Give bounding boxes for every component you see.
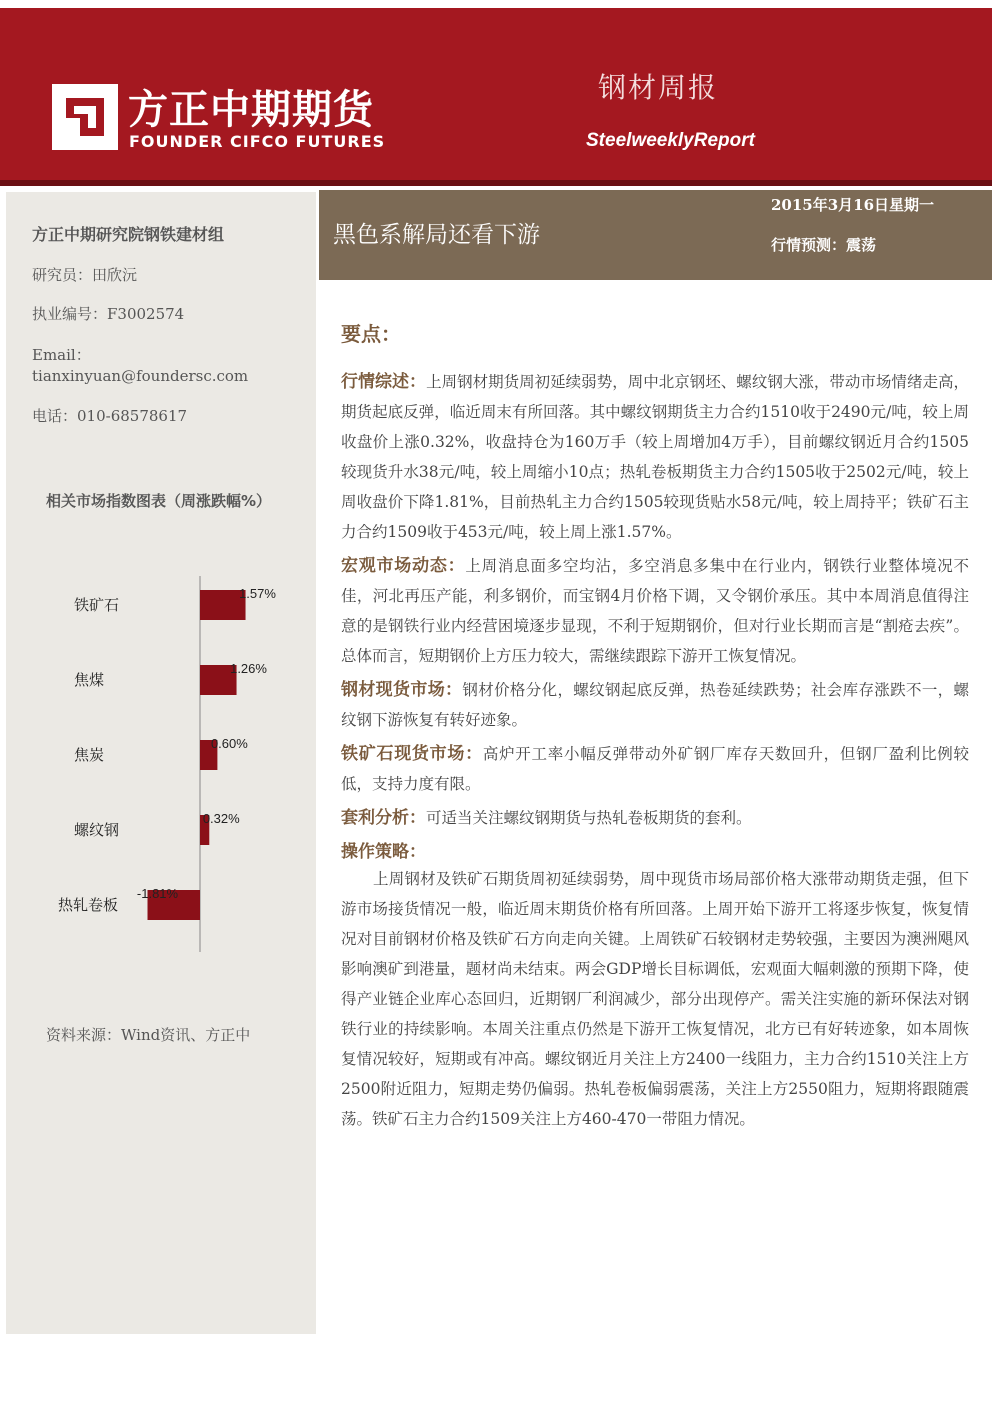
section-heading: 铁矿石现货市场： — [341, 744, 483, 764]
founder-logo-icon — [52, 84, 118, 150]
chart-value-label: 0.60% — [210, 736, 248, 751]
chart-category-label: 铁矿石 — [74, 596, 120, 614]
market-index-chart — [46, 572, 296, 962]
title-band — [319, 190, 992, 280]
chart-category-label: 螺纹钢 — [74, 821, 120, 839]
section-text: 上周钢材期货周初延续弱势，周中北京钢坯、螺纹钢大涨，带动市场情绪走高，期货起底反弹，临近周末有所回落。其中螺纹钢期货主力合约1510收于2490元/吨，较上周收盘价上涨0.32%，收盘持仓为160万手（较上周增加4万手），目前螺纹钢近月合约1505较现货升水38元/吨，较上周缩小10点；热轧卷板期货主力合约1505收于2502元/吨，较上周收盘价下降1.81%，目前热轧主力合约1505较现货贴水58元/吨，较上周持平；铁矿石主力合约1509收于453元/吨，较上周上涨1.57%。 — [341, 373, 969, 541]
strategy-text: 上周钢材及铁矿石期货周初延续弱势，周中现货市场局部价格大涨带动期货走强，但下游市场接货情况一般，临近周末期货价格有所回落。上周开始下游开工将逐步恢复，恢复情况对目前钢材价格及铁矿石方向走向关键。上周铁矿石较钢材走势较强，主要因为澳洲飓风影响澳矿到港量，题材尚未结束。两会GDP增长目标调低，宏观面大幅刺激的预期下降，使得产业链企业库心态回归，近期钢厂利润减少，部分出现停产。需关注实施的新环保法对钢铁行业的持续影响。本周关注重点仍然是下游开工恢复情况，北方已有好转迹象，如本周恢复情况较好，短期或有冲高。螺纹钢近月关注上方2400一线阻力，主力合约1510关注上方2500附近阻力，短期走势仍偏弱。热轧卷板偏弱震荡，关注上方2550阻力，短期将跟随震荡。铁矿石主力合约1509关注上方460-470一带阻力情况。 — [341, 870, 969, 1128]
chart-title: 相关市场指数图表（周涨跌幅%） — [46, 492, 272, 510]
section-arbitrage — [341, 803, 969, 833]
chart-category-label: 焦煤 — [74, 671, 105, 689]
company-name-en: FOUNDER CIFCO FUTURES — [129, 132, 386, 151]
department-name: 方正中期研究院钢铁建材组 — [32, 225, 225, 244]
report-date: 2015年3月16日星期一 — [771, 196, 935, 214]
section-text: 上周消息面多空均沾，多空消息多集中在行业内，钢铁行业整体境况不佳，河北再压产能，利多钢价，而宝钢4月价格下调，又令钢价承压。其中本周消息值得注意的是钢铁行业内经营困境逐步显现，不利于短期钢价，但对行业长期而言是“割疮去疾”。总体而言，短期钢价上方压力较大，需继续跟踪下游开工恢复情况。 — [341, 557, 969, 665]
license-number: 执业编号：F3002574 — [32, 305, 185, 323]
company-name-cn: 方正中期期货 — [128, 87, 374, 133]
section-macro-dynamics — [341, 551, 969, 671]
researcher-name: 研究员：田欣沅 — [32, 266, 138, 284]
section-text: 钢材价格分化，螺纹钢起底反弹，热卷延续跌势；社会库存涨跌不一，螺纹钢下游恢复有转好迹象。 — [341, 681, 970, 729]
chart-category-label: 焦炭 — [74, 746, 105, 764]
data-source: 资料来源：Wind资讯、方正中 — [46, 1026, 251, 1044]
phone-number: 电话：010-68578617 — [32, 407, 188, 425]
section-iron-ore-spot — [341, 739, 969, 799]
chart-category-label: 热轧卷板 — [58, 896, 119, 914]
section-heading: 行情综述： — [341, 372, 427, 392]
chart-value-label: 1.26% — [230, 661, 267, 676]
section-market-review — [341, 367, 969, 547]
report-type-cn: 钢材周报 — [598, 71, 719, 104]
section-heading: 宏观市场动态： — [341, 556, 466, 576]
chart-value-label: -1.81% — [136, 886, 179, 901]
key-points-heading: 要点： — [341, 322, 401, 346]
main-content — [341, 318, 969, 1134]
email-label: Email： — [32, 346, 91, 364]
sidebar — [6, 192, 316, 1334]
document-title: 黑色系解局还看下游 — [333, 222, 540, 248]
section-heading: 套利分析： — [341, 808, 426, 828]
chart-value-label: 1.57% — [239, 586, 276, 601]
market-forecast: 行情预测：震荡 — [771, 236, 877, 254]
section-text: 高炉开工率小幅反弹带动外矿钢厂库存天数回升，但钢厂盈利比例较低，支持力度有限。 — [341, 745, 969, 793]
report-header — [0, 8, 992, 186]
section-text: 可适当关注螺纹钢期货与热轧卷板期货的套利。 — [426, 809, 752, 827]
email-address: tianxinyuan@foundersc.com — [32, 367, 249, 385]
section-steel-spot — [341, 675, 969, 735]
strategy-heading: 操作策略： — [341, 842, 426, 862]
report-type-en: SteelweeklyReport — [586, 130, 755, 151]
chart-value-label: 0.32% — [202, 811, 240, 826]
section-heading: 钢材现货市场： — [341, 680, 463, 700]
